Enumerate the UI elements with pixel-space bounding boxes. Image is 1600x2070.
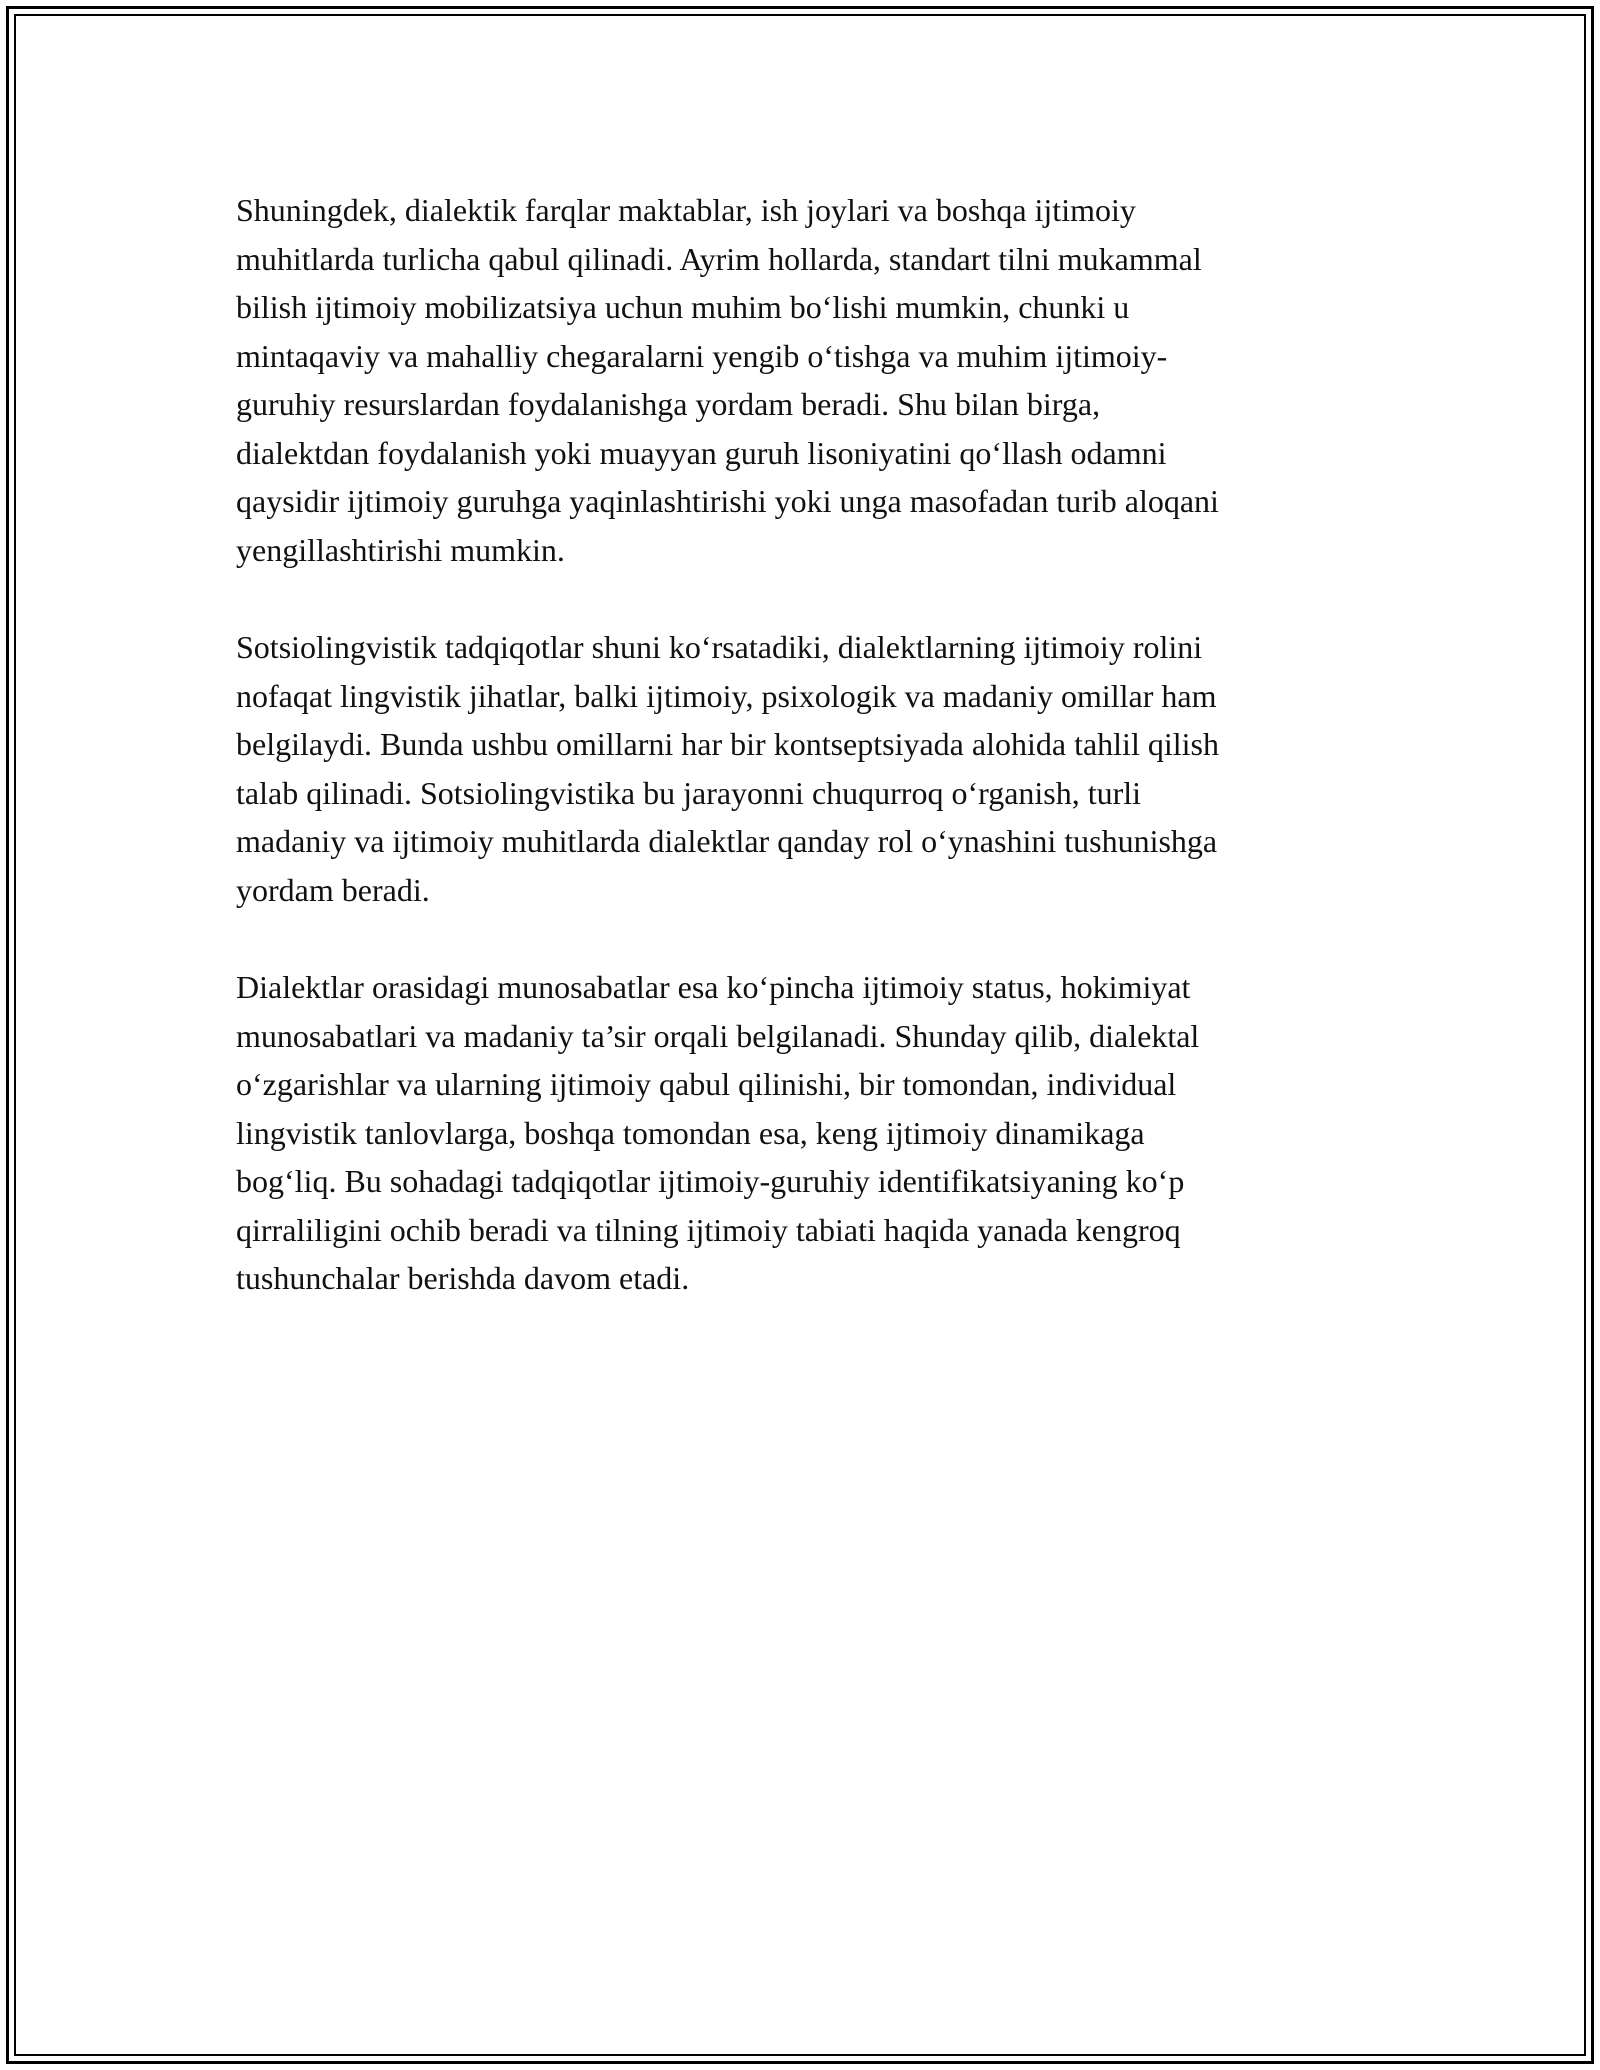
text-line: belgilaydi. Bunda ushbu omillarni har bir kontseptsiyada alohida tahlil qilish xyxy=(236,726,1219,762)
text-line: o‘zgarishlar va ularning ijtimoiy qabul qilinishi, bir tomondan, individual xyxy=(236,1066,1177,1102)
text-line: Sotsiolingvistik tadqiqotlar shuni ko‘rsatadiki, dialektlarning ijtimoiy rolini xyxy=(236,629,1203,665)
text-line: bilish ijtimoiy mobilizatsiya uchun muhim bo‘lishi mumkin, chunki u xyxy=(236,289,1130,325)
text-line: guruhiy resurslardan foydalanishga yordam beradi. Shu bilan birga, xyxy=(236,386,1101,422)
text-line: tushunchalar berishda davom etadi. xyxy=(236,1260,690,1296)
text-line: talab qilinadi. Sotsiolingvistika bu jarayonni chuqurroq o‘rganish, turli xyxy=(236,774,1142,811)
text-line: madaniy va ijtimoiy muhitlarda dialektlar qanday rol o‘ynashini tushunishga xyxy=(236,823,1218,859)
paragraph-1 xyxy=(236,186,1366,574)
text-line: Dialektlar orasidagi munosabatlar esa ko‘pincha ijtimoiy status, hokimiyat xyxy=(236,969,1191,1005)
text-line: muhitlarda turlicha qabul qilinadi. Ayrim hollarda, standart tilni mukammal xyxy=(236,240,1202,277)
text-line: munosabatlari va madaniy ta’sir orqali belgilanadi. Shunday qilib, dialektal xyxy=(236,1017,1200,1054)
text-line: yordam beradi. xyxy=(236,871,430,908)
paragraph-3 xyxy=(236,963,1366,1303)
text-line: nofaqat lingvistik jihatlar, balki ijtimoiy, psixologik va madaniy omillar ham xyxy=(236,677,1217,714)
text-line: qaysidir ijtimoiy guruhga yaqinlashtirishi yoki unga masofadan turib aloqani xyxy=(236,483,1219,519)
text-line: Shuningdek, dialektik farqlar maktablar, ish joylari va boshqa ijtimoiy xyxy=(236,192,1136,228)
document-body xyxy=(236,186,1366,1352)
text-line: bog‘liq. Bu sohadagi tadqiqotlar ijtimoiy-guruhiy identifikatsiyaning ko‘p xyxy=(236,1163,1185,1199)
text-line: mintaqaviy va mahalliy chegaralarni yengib o‘tishga va muhim ijtimoiy- xyxy=(236,337,1168,374)
text-line: lingvistik tanlovlarga, boshqa tomondan esa, keng ijtimoiy dinamikaga xyxy=(236,1114,1145,1151)
text-line: yengillashtirishi mumkin. xyxy=(236,531,565,568)
paragraph-2 xyxy=(236,623,1366,914)
text-line: qirraliligini ochib beradi va tilning ijtimoiy tabiati haqida yanada kengroq xyxy=(236,1211,1181,1248)
text-line: dialektdan foydalanish yoki muayyan guruh lisoniyatini qo‘llash odamni xyxy=(236,434,1167,471)
